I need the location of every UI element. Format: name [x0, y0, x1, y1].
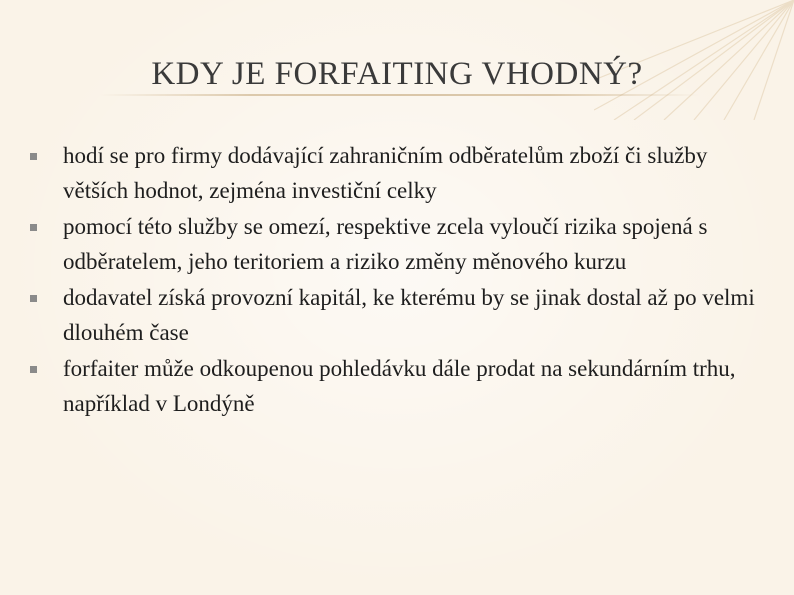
- square-bullet-icon: [30, 295, 37, 302]
- bullet-text: hodí se pro firmy dodávající zahraničním odběratelům zboží či služby větších hodnot, zejména investiční celky: [63, 143, 708, 203]
- bullet-item: [0, 280, 794, 350]
- bullet-text: pomocí této služby se omezí, respektive zcela vyloučí rizika spojená s odběratelem, jeho teritoriem a riziko změny měnového kurzu: [63, 214, 708, 274]
- title-divider: [100, 94, 700, 96]
- slide-title: KDY JE FORFAITING VHODNÝ?: [151, 56, 643, 92]
- bullet-item: [0, 138, 794, 208]
- bullet-item: [0, 351, 794, 421]
- bullet-list: [0, 138, 794, 422]
- bullet-text: forfaiter může odkoupenou pohledávku dále prodat na sekundárním trhu, například v Londýně: [63, 356, 736, 416]
- square-bullet-icon: [30, 153, 37, 160]
- square-bullet-icon: [30, 224, 37, 231]
- bullet-item: [0, 209, 794, 279]
- bullet-text: dodavatel získá provozní kapitál, ke kterému by se jinak dostal až po velmi dlouhém čase: [63, 285, 755, 345]
- square-bullet-icon: [30, 366, 37, 373]
